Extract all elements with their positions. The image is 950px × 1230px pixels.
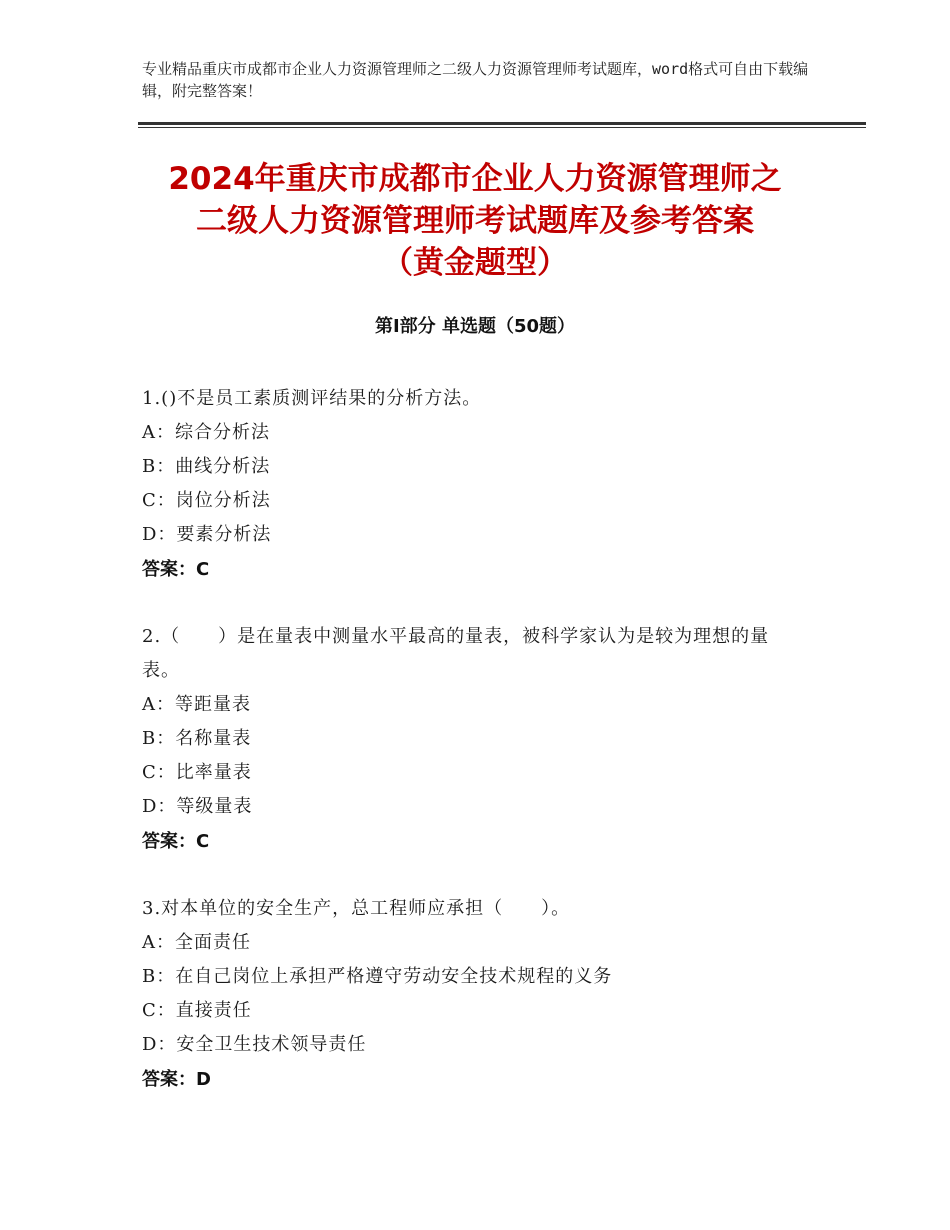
- header-note: 专业精品重庆市成都市企业人力资源管理师之二级人力资源管理师考试题库，word格式可自由下载编辑，附完整答案！: [142, 60, 809, 100]
- option-d: D：等级量表: [142, 796, 253, 817]
- question-stem: 2.（ ）是在量表中测量水平最高的量表，被科学家认为是较为理想的量表。: [142, 626, 770, 681]
- question-1: [142, 382, 802, 588]
- option-d: D：安全卫生技术领导责任: [142, 1034, 367, 1055]
- header-rule-thin: [138, 127, 866, 128]
- option-b: B：曲线分析法: [142, 456, 271, 477]
- question-list: [142, 382, 802, 1130]
- question-3: [142, 892, 802, 1098]
- title-line-2: 二级人力资源管理师考试题库及参考答案: [196, 203, 754, 239]
- section-heading: 第Ⅰ部分 单选题（50题）: [374, 316, 575, 337]
- question-stem: 3.对本单位的安全生产，总工程师应承担（ ）。: [142, 898, 571, 919]
- option-d: D：要素分析法: [142, 524, 272, 545]
- answer: 答案：C: [142, 559, 210, 580]
- option-b: B：名称量表: [142, 728, 252, 749]
- option-a: A：等距量表: [142, 694, 251, 715]
- header-rule-thick: [138, 122, 866, 125]
- option-c: C：直接责任: [142, 1000, 252, 1021]
- option-b: B：在自己岗位上承担严格遵守劳动安全技术规程的义务: [142, 966, 613, 987]
- answer: 答案：C: [142, 831, 210, 852]
- question-stem: 1.()不是员工素质测评结果的分析方法。: [142, 388, 482, 409]
- question-2: [142, 620, 802, 860]
- title-line-3: （黄金题型）: [382, 245, 568, 281]
- option-c: C：比率量表: [142, 762, 252, 783]
- option-a: A：全面责任: [142, 932, 251, 953]
- option-c: C：岗位分析法: [142, 490, 271, 511]
- answer: 答案：D: [142, 1069, 211, 1090]
- title-line-1: 2024年重庆市成都市企业人力资源管理师之: [168, 161, 782, 197]
- option-a: A：综合分析法: [142, 422, 270, 443]
- document-title: [100, 158, 850, 284]
